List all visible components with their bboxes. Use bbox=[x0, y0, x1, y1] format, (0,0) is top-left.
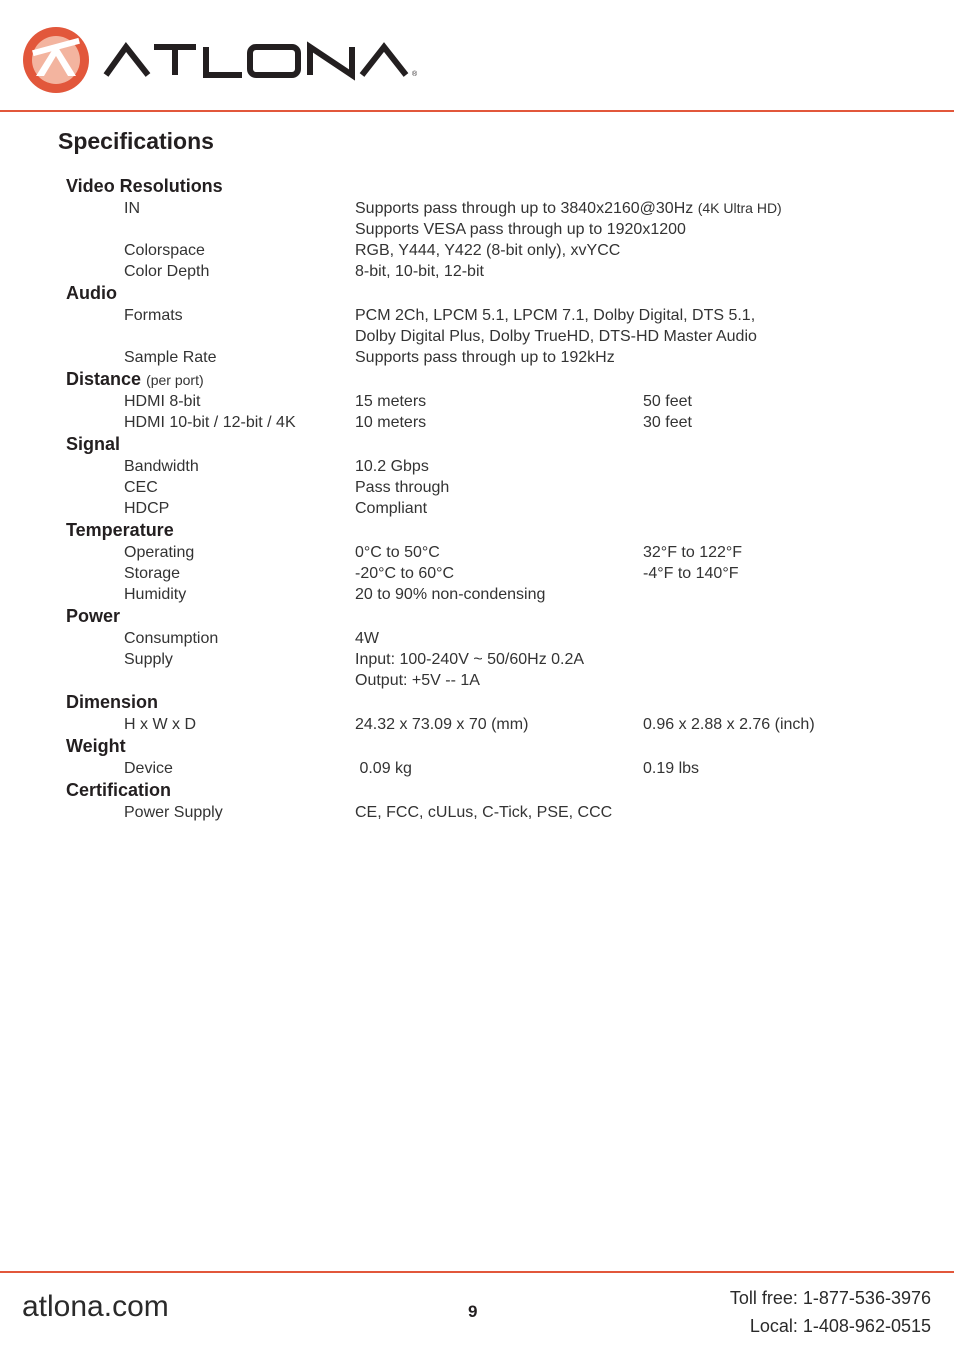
spec-value-imperial: 0.19 lbs bbox=[643, 760, 700, 777]
spec-label: Device bbox=[124, 760, 173, 777]
spec-row bbox=[0, 391, 954, 412]
footer-divider bbox=[0, 1271, 954, 1273]
spec-category-label: Audio bbox=[66, 283, 117, 303]
spec-value-text: CE, FCC, cULus, C-Tick, PSE, CCC bbox=[355, 804, 613, 821]
toll-free-number: Toll free: 1-877-536-3976 bbox=[729, 1288, 931, 1308]
spec-label: Operating bbox=[124, 544, 195, 561]
spec-value bbox=[355, 477, 449, 498]
spec-label: IN bbox=[124, 200, 140, 217]
spec-section-header bbox=[0, 606, 954, 628]
spec-value-text: 4W bbox=[355, 630, 379, 647]
spec-row bbox=[0, 347, 954, 368]
spec-label: Sample Rate bbox=[124, 349, 217, 366]
spec-value-text: 20 to 90% non-condensing bbox=[355, 586, 546, 603]
spec-value bbox=[355, 670, 480, 691]
spec-section-header bbox=[0, 283, 954, 305]
spec-category-note: (per port) bbox=[146, 372, 204, 388]
spec-section-header bbox=[0, 434, 954, 456]
spec-row bbox=[0, 219, 954, 240]
spec-row bbox=[0, 456, 954, 477]
spec-value bbox=[355, 758, 412, 779]
spec-category-label: Signal bbox=[66, 434, 121, 454]
spec-row bbox=[0, 412, 954, 433]
spec-value bbox=[355, 563, 454, 584]
spec-row bbox=[0, 305, 954, 326]
spec-row bbox=[0, 542, 954, 563]
spec-label: Consumption bbox=[124, 630, 219, 647]
spec-category bbox=[66, 369, 204, 391]
spec-category-label: Video Resolutions bbox=[66, 176, 223, 196]
contact-info bbox=[730, 1284, 931, 1340]
spec-value-imperial: 0.96 x 2.88 x 2.76 (inch) bbox=[643, 716, 815, 733]
spec-value-text: 0.09 kg bbox=[355, 760, 412, 777]
spec-value-text: 10 meters bbox=[355, 414, 427, 431]
spec-row bbox=[0, 563, 954, 584]
spec-row bbox=[0, 240, 954, 261]
spec-value bbox=[355, 498, 427, 519]
spec-category bbox=[66, 692, 158, 713]
spec-category-label: Power bbox=[66, 606, 121, 626]
spec-value bbox=[355, 456, 429, 477]
spec-row bbox=[0, 261, 954, 282]
spec-value-text: 15 meters bbox=[355, 393, 427, 410]
spec-value bbox=[355, 347, 615, 368]
spec-value-text: 10.2 Gbps bbox=[355, 458, 429, 475]
spec-value bbox=[355, 305, 755, 326]
spec-value-text: -20°C to 60°C bbox=[355, 565, 455, 582]
spec-value bbox=[355, 542, 440, 563]
spec-value bbox=[355, 714, 528, 735]
footer-website: atlona.com bbox=[22, 1290, 169, 1323]
spec-row bbox=[0, 498, 954, 519]
spec-row bbox=[0, 758, 954, 779]
spec-value-text: Input: 100-240V ~ 50/60Hz 0.2A bbox=[355, 651, 585, 668]
specifications-table bbox=[0, 176, 954, 824]
spec-value-imperial: 50 feet bbox=[643, 393, 692, 410]
spec-label: CEC bbox=[124, 479, 158, 496]
spec-category bbox=[66, 176, 223, 197]
spec-value-text: 24.32 x 73.09 x 70 (mm) bbox=[355, 716, 529, 733]
spec-category-label: Weight bbox=[66, 736, 126, 756]
spec-value bbox=[355, 219, 686, 240]
spec-row bbox=[0, 198, 954, 219]
spec-category bbox=[66, 434, 120, 455]
svg-text:®: ® bbox=[412, 71, 418, 78]
spec-value bbox=[355, 802, 612, 823]
spec-category bbox=[66, 780, 171, 801]
spec-value bbox=[355, 649, 584, 670]
spec-section-header bbox=[0, 176, 954, 198]
header-divider bbox=[0, 110, 954, 112]
page-title: Specifications bbox=[58, 128, 214, 154]
spec-value-text: Supports VESA pass through up to 1920x1200 bbox=[355, 221, 686, 238]
spec-value bbox=[355, 412, 426, 433]
spec-value-imperial: 32°F to 122°F bbox=[643, 544, 743, 561]
spec-label: HDMI 10-bit / 12-bit / 4K bbox=[124, 414, 296, 431]
spec-value bbox=[355, 198, 782, 219]
spec-section-header bbox=[0, 520, 954, 542]
spec-value-text: Supports pass through up to 3840x2160@30Hz bbox=[355, 200, 694, 217]
spec-section-header bbox=[0, 780, 954, 802]
spec-row bbox=[0, 670, 954, 691]
spec-value-text: Output: +5V -- 1A bbox=[355, 672, 480, 689]
spec-section-header bbox=[0, 369, 954, 391]
spec-value bbox=[355, 261, 484, 282]
page-number: 9 bbox=[468, 1302, 478, 1321]
spec-label: Supply bbox=[124, 651, 173, 668]
spec-category bbox=[66, 606, 120, 627]
spec-value-text: PCM 2Ch, LPCM 5.1, LPCM 7.1, Dolby Digital, DTS 5.1, bbox=[355, 307, 756, 324]
atlona-logo bbox=[22, 24, 442, 96]
spec-label: Bandwidth bbox=[124, 458, 199, 475]
spec-category bbox=[66, 736, 126, 757]
spec-category-label: Certification bbox=[66, 780, 172, 800]
spec-category-label: Dimension bbox=[66, 692, 159, 712]
spec-label: H x W x D bbox=[124, 716, 196, 733]
spec-row bbox=[0, 584, 954, 605]
spec-value-imperial: 30 feet bbox=[643, 414, 692, 431]
spec-label: Power Supply bbox=[124, 804, 223, 821]
spec-row bbox=[0, 477, 954, 498]
spec-value-text: 0°C to 50°C bbox=[355, 544, 440, 561]
local-number: Local: 1-408-962-0515 bbox=[749, 1316, 931, 1336]
spec-value-imperial: -4°F to 140°F bbox=[643, 565, 739, 582]
spec-label: Formats bbox=[124, 307, 183, 324]
spec-value-text: Supports pass through up to 192kHz bbox=[355, 349, 615, 366]
atlona-wordmark bbox=[106, 47, 406, 75]
spec-category bbox=[66, 283, 117, 304]
spec-value-text: Dolby Digital Plus, Dolby TrueHD, DTS-HD Master Audio bbox=[355, 328, 757, 345]
atlona-arch-logo-icon bbox=[23, 27, 89, 93]
spec-row bbox=[0, 628, 954, 649]
spec-label: Humidity bbox=[124, 586, 187, 603]
spec-row bbox=[0, 714, 954, 735]
spec-label: Colorspace bbox=[124, 242, 205, 259]
spec-category bbox=[66, 520, 174, 541]
spec-section-header bbox=[0, 692, 954, 714]
spec-value-text: Pass through bbox=[355, 479, 450, 496]
spec-value-text: 8-bit, 10-bit, 12-bit bbox=[355, 263, 484, 280]
spec-section-header bbox=[0, 736, 954, 758]
spec-label: HDCP bbox=[124, 500, 170, 517]
spec-category-label: Distance bbox=[66, 369, 142, 389]
spec-row bbox=[0, 802, 954, 823]
spec-value-text: Compliant bbox=[355, 500, 428, 517]
spec-value bbox=[355, 391, 426, 412]
spec-value bbox=[355, 628, 379, 649]
spec-value bbox=[355, 326, 757, 347]
spec-value bbox=[355, 584, 545, 605]
spec-row bbox=[0, 649, 954, 670]
spec-label: Color Depth bbox=[124, 263, 210, 280]
spec-row bbox=[0, 326, 954, 347]
spec-label: Storage bbox=[124, 565, 181, 582]
spec-value-text: RGB, Y444, Y422 (8-bit only), xvYCC bbox=[355, 242, 621, 259]
spec-label: HDMI 8-bit bbox=[124, 393, 201, 410]
spec-value-note: (4K Ultra HD) bbox=[697, 200, 782, 216]
spec-category-label: Temperature bbox=[66, 520, 174, 540]
spec-value bbox=[355, 240, 620, 261]
